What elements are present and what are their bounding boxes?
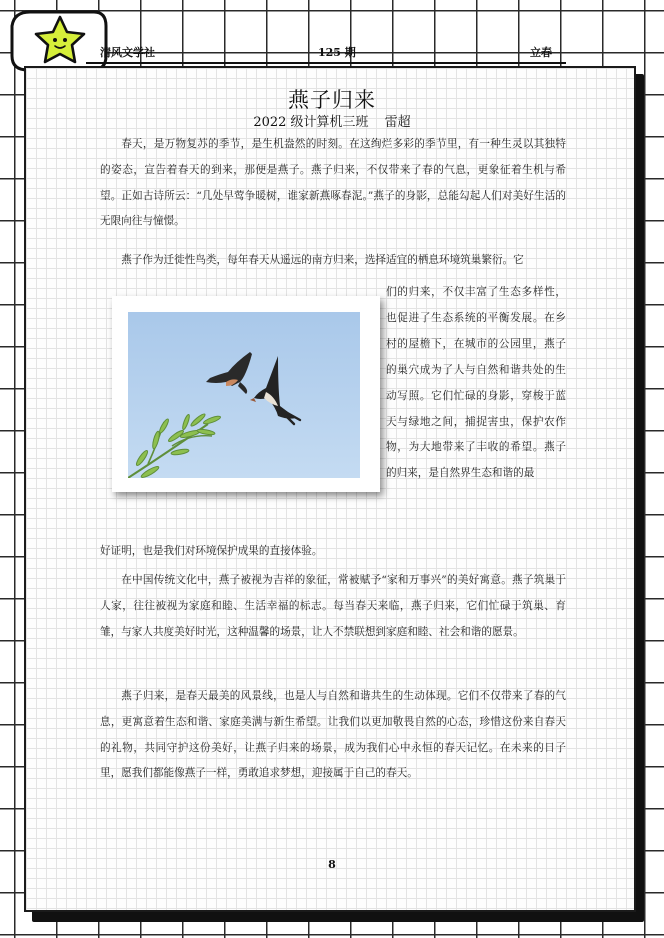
photo-frame bbox=[112, 296, 380, 492]
paragraph-2-start: 燕子作为迁徙性鸟类，每年春天从遥远的南方归来，选择适宜的栖息环境筑巢繁衍。它 bbox=[121, 254, 524, 266]
article-title: 燕子归来 bbox=[288, 88, 376, 112]
magazine-name: 清风文学社 bbox=[100, 46, 155, 59]
author-name: 雷超 bbox=[384, 115, 411, 130]
section-name: 立春 bbox=[530, 46, 552, 59]
page-number: 8 bbox=[328, 858, 336, 871]
byline bbox=[0, 111, 664, 130]
class-name: 2022 级计算机三班 bbox=[253, 115, 369, 130]
swallows-photo bbox=[128, 312, 360, 478]
paragraph-4: 燕子归来，是春天最美的风景线，也是人与自然和谐共生的生动体现。它们不仅带来了春的气息，更寓意着生态和谐、家庭美满与新生希望。让我们以更加敬畏自然的心态，珍惜这份来自春天的礼物，共同守护这份美好，让燕子归来的场景，成为我们心中永恒的春天记忆。在未来的日子里，愿我们都能像燕子一样，勇敢追求梦想，迎接属于自己的春天。 bbox=[100, 690, 566, 780]
header-rule bbox=[86, 62, 566, 64]
paragraph-2-wrap: 们的归来，不仅丰富了生态多样性，也促进了生态系统的平衡发展。在乡村的屋檐下，在城市的公园里，燕子的巢穴成为了人与自然和谐共处的生动写照。它们忙碌的身影，穿梭于蓝天与绿地之间，捕捉害虫，保护农作物，为大地带来了丰收的希望。燕子的归来，是自然界生态和谐的最 bbox=[386, 286, 566, 480]
issue-number: 125 期 bbox=[318, 46, 356, 59]
paragraph-3: 在中国传统文化中，燕子被视为吉祥的象征，常被赋予“家和万事兴”的美好寓意。燕子筑巢于人家，往往被视为家庭和睦、生活幸福的标志。每当春天来临，燕子归来，它们忙碌于筑巢、育雏，与家人共度美好时光，这种温馨的场景，让人不禁联想到家庭和睦、社会和谐的愿景。 bbox=[100, 574, 566, 638]
paragraph-2-end: 好证明，也是我们对环境保护成果的直接体验。 bbox=[100, 545, 323, 557]
paragraph-1: 春天，是万物复苏的季节，是生机盎然的时刻。在这绚烂多彩的季节里，有一种生灵以其独特的姿态，宣告着春天的到来，那便是燕子。燕子归来，不仅带来了春的气息，更象征着生机与希望。正如古诗所云：“几处早莺争暖树，谁家新燕啄春泥。”燕子的身影，总能勾起人们对美好生活的无限向往与憧憬。 bbox=[100, 138, 566, 228]
